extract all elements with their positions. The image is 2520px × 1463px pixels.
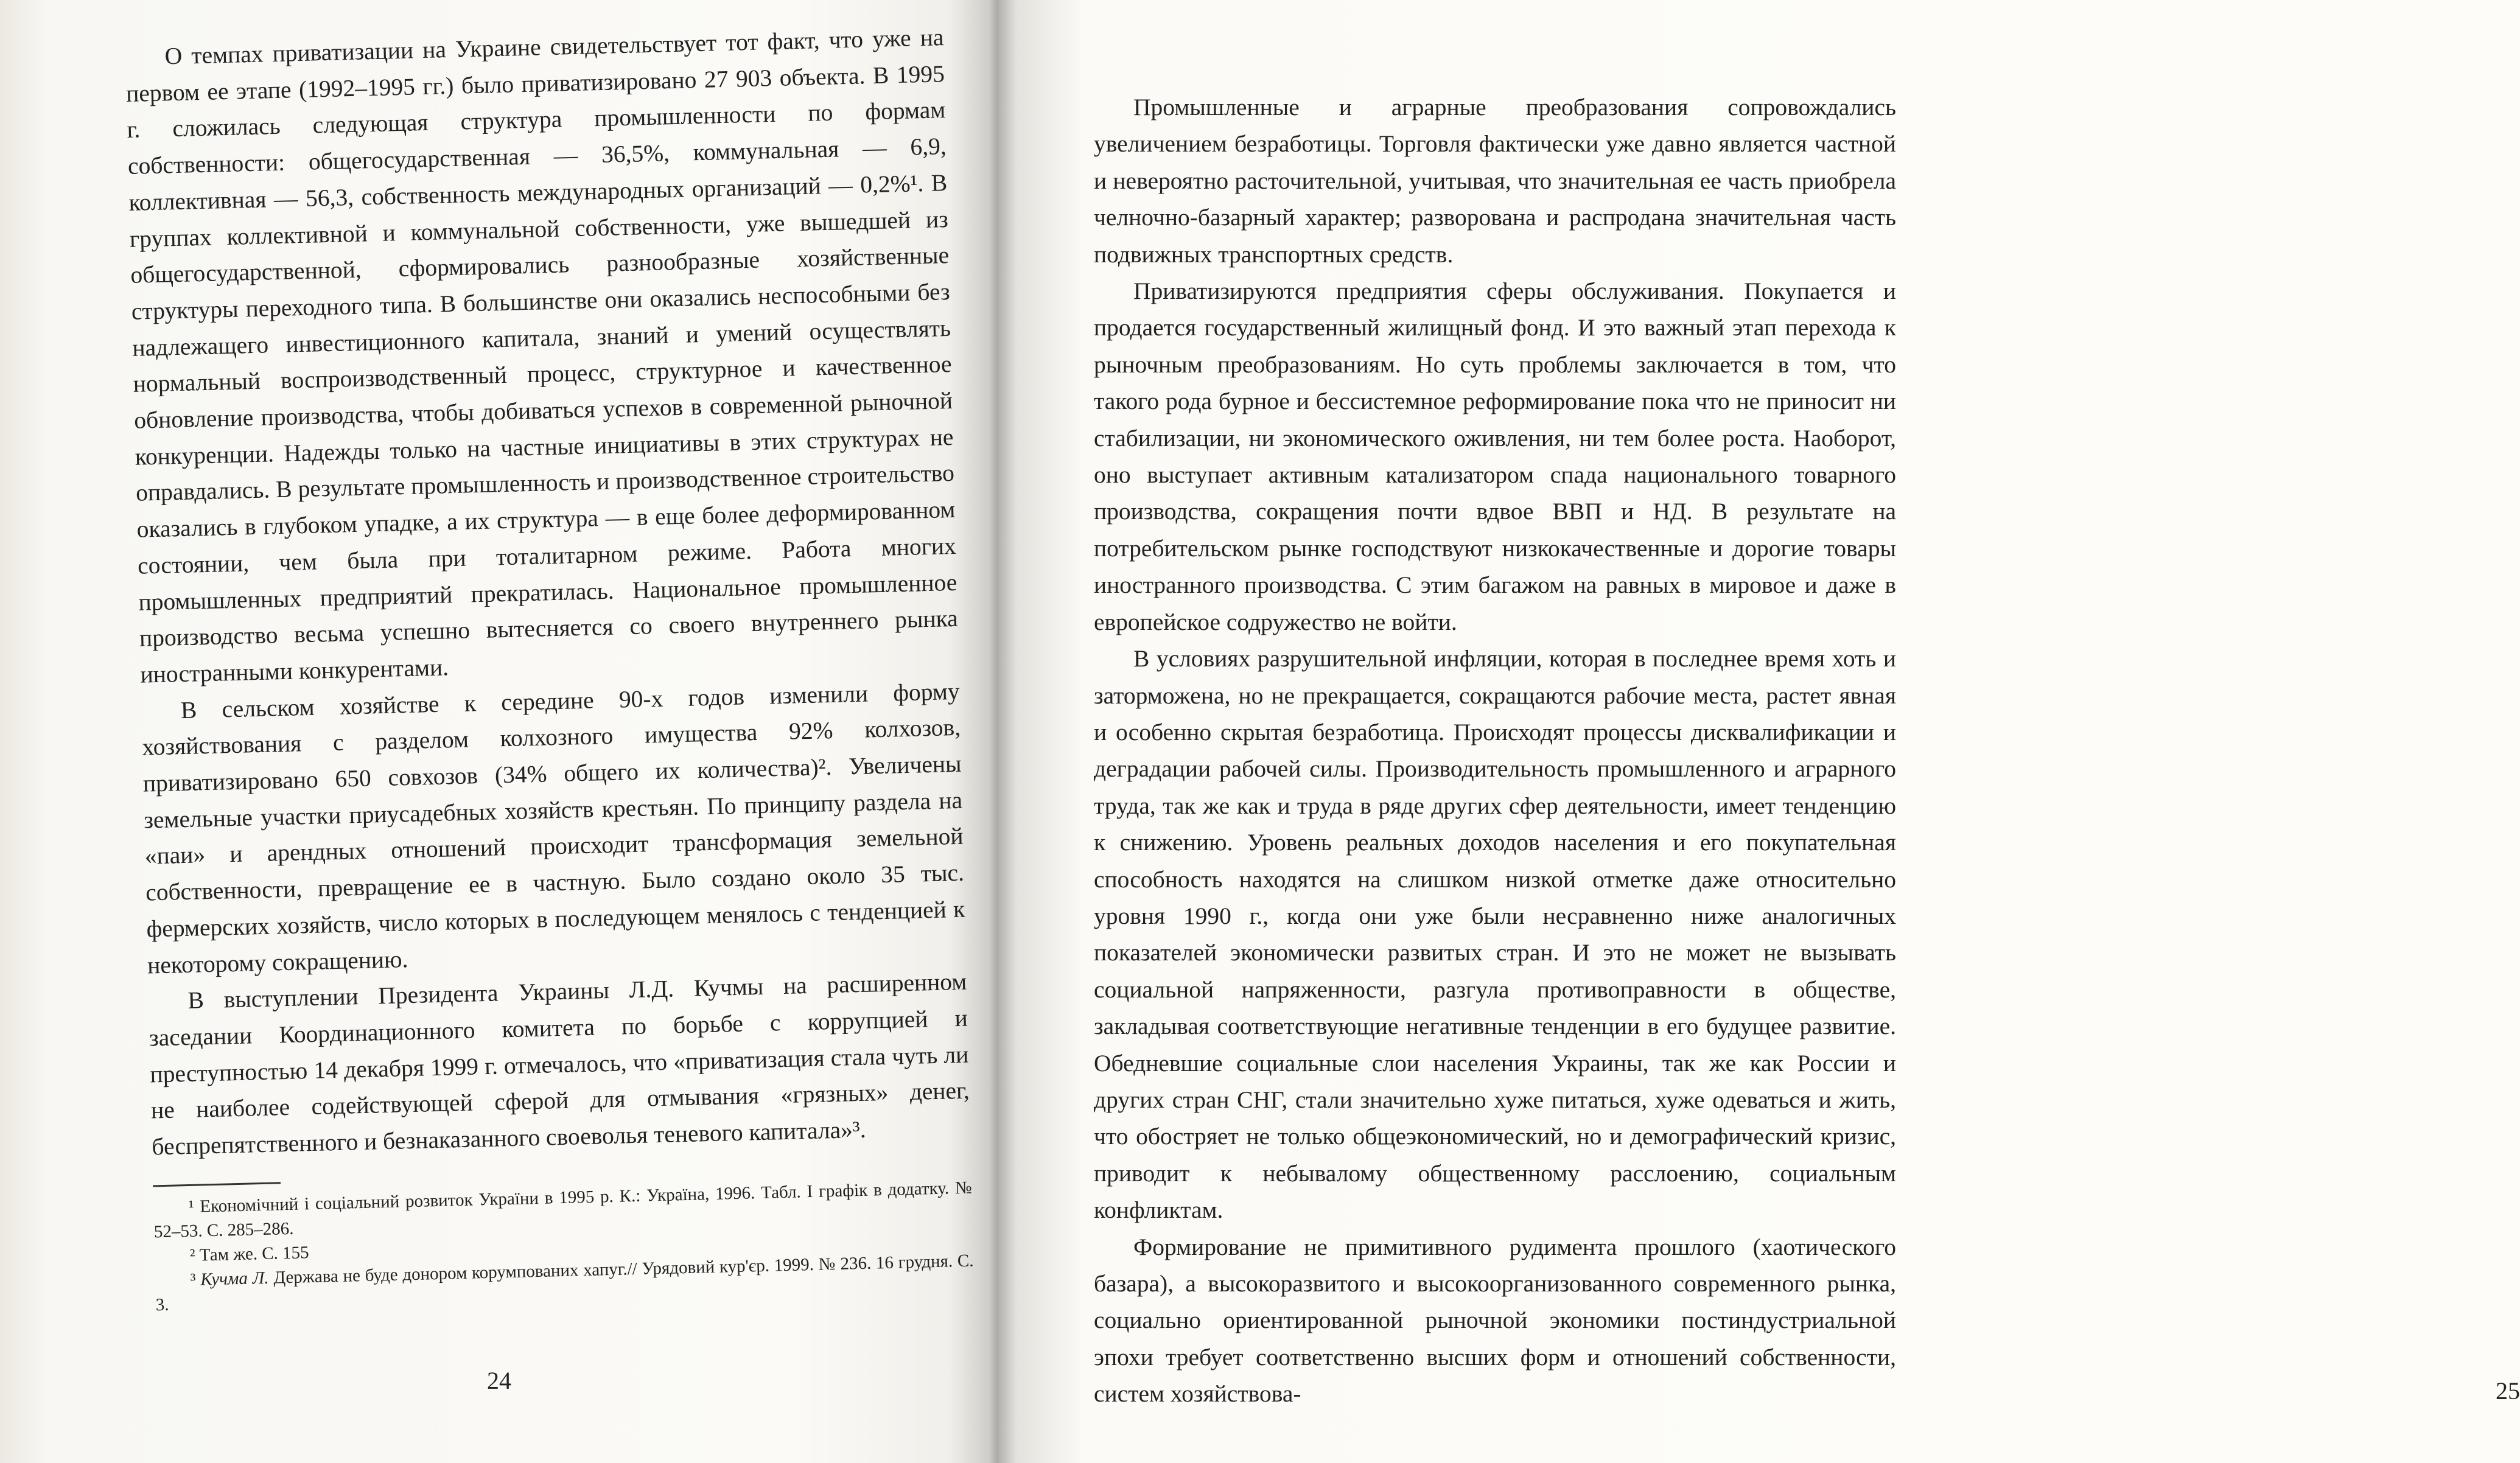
left-paragraph-2: В сельском хозяйстве к середине 90-х годов изменили форму хозяйствования с разделом колхозного имущества 92% колхозов, приватизировано 650 совхозов (34% общего их количества)². Увеличены земельные участки приусадебных хозяйств крестьян. По принципу раздела на «паи» и арендных отношений происходит трансформация земельной собственности, превращение ее в частную. Было создано около 35 тыс. фермерских хозяйств, число которых в последующем менялось с тенденцией к некоторому сокращению. <box>141 677 965 979</box>
right-paragraph-1: Промышленные и аграрные преобразования сопровождались увеличением безработицы. Торговля фактически уже давно является частной и невероятно расточительной, учитывая, что значительная ее часть приобрела челночно-базарный характер; разворована и распродана значительная часть подвижных транспортных средств. <box>1094 94 1896 268</box>
left-paragraph-3: В выступлении Президента Украины Л.Д. Кучмы на расширенном заседании Координационного комитета по борьбе с коррупцией и преступностью 14 декабря 1999 г. отмечалось, что «приватизация стала чуть ли не наиболее содействующей сферой для отмывания «грязных» денег, беспрепятственного и безнаказанного своеволья теневого капитала»³. <box>149 968 970 1161</box>
right-paragraph-4: Формирование не примитивного рудимента прошлого (хаотического базара), а высокоразвитого и высокоорганизованного современного рынка, социально ориентированной рыночной экономики постиндустриальной эпохи требует соответственно высших форм и отношений собственности, систем хозяйствова- <box>1094 1233 1896 1408</box>
left-page <box>0 0 998 1463</box>
footnote-1: ¹ Економічний і соціальний розвиток України в 1995 р. К.: Україна, 1996. Табл. І графік в додатку. № 52–53. С. 285–286. <box>153 1178 972 1242</box>
left-paragraph-1: О темпах приватизации на Украине свидетельствует тот факт, что уже на первом ее этапе (1992–1995 гг.) было приватизировано 27 903 объекта. В 1995 г. сложилась следующая структура промышленности по формам собственности: общегосударственная — 36,5%, коммунальная — 6,9, коллективная — 56,3, собственность международных организаций — 0,2%¹. В группах коллективной и коммунальной собственности, уже вышедшей из общегосударственной, сформировались разнообразные хозяйственные структуры переходного типа. В большинстве они оказались неспособными без надлежащего инвестиционного капитала, знаний и умений осуществлять нормальный воспроизводственный процесс, структурное и качественное обновление производства, чтобы добиваться успехов в современной рыночной конкуренции. Надежды только на частные инициативы в этих структурах не оправдались. В результате промышленность и производственное строительство оказались в глубоком упадке, а их структура — в еще более деформированном состоянии, чем была при тоталитарном режиме. Работа многих промышленных предприятий прекратилась. Национальное промышленное производство весьма успешно вытесняется со своего внутреннего рынка иностранными конкурентами. <box>125 24 959 688</box>
footnote-3-text: Держава не буде донором корумпованих хапуг.// Урядовий кур'єр. 1999. № 236. 16 грудня. С. 3. <box>155 1251 974 1315</box>
footnote-3-author: Кучма Л. <box>200 1268 269 1290</box>
right-paragraph-3: В условиях разрушительной инфляции, которая в последнее время хоть и заторможена, но не прекращается, сокращаются рабочие места, растет явная и особенно скрытая безработица. Происходят процессы дисквалификации и деградации рабочей силы. Производительность промышленного и аграрного труда, так же как и труда в ряде других сфер деятельности, имеет тенденцию к снижению. Уровень реальных доходов населения и его покупательная способность находятся на слишком низкой отметке даже относительно уровня 1990 г., когда они уже были несравненно ниже аналогичных показателей экономически развитых стран. И это не может не вызывать социальной напряженности, разгула противоправности в обществе, закладывая соответствующие негативные тенденции в его будущее развитие. Обедневшие социальные слои населения Украины, так же как России и других стран СНГ, стали значительно хуже питаться, хуже одеваться и жить, что обостряет не только общеэкономический, но и демографический кризис, приводит к небывалому общественному расслоению, социальным конфликтам. <box>1094 645 1896 1224</box>
footnote-divider <box>153 1182 281 1187</box>
footnotes <box>153 1175 974 1317</box>
footnote-3-mark: ³ <box>190 1269 196 1290</box>
footnote-2: ² Там же. С. 155 <box>189 1243 309 1265</box>
right-paragraph-2: Приватизируются предприятия сферы обслуживания. Покупается и продается государственный жилищный фонд. И это важный этап перехода к рыночным преобразованиям. Но суть проблемы заключается в том, что такого рода бурное и бессистемное реформирование пока что не приносит ни стабилизации, ни экономического оживления, ни тем более роста. Наоборот, оно выступает активным катализатором спада национального товарного производства, сокращения почти вдвое ВВП и НД. В результате на потребительском рынке господствуют низкокачественные и дорогие товары иностранного производства. С этим багажом на равных в мировое и даже в европейское содружество не войти. <box>1094 278 1896 635</box>
right-page <box>998 0 2520 1463</box>
right-page-text <box>1094 89 1896 1412</box>
left-page-text <box>125 19 975 1317</box>
page-number-right: 25 <box>2496 1377 2520 1405</box>
page-number-left: 24 <box>487 1367 511 1394</box>
